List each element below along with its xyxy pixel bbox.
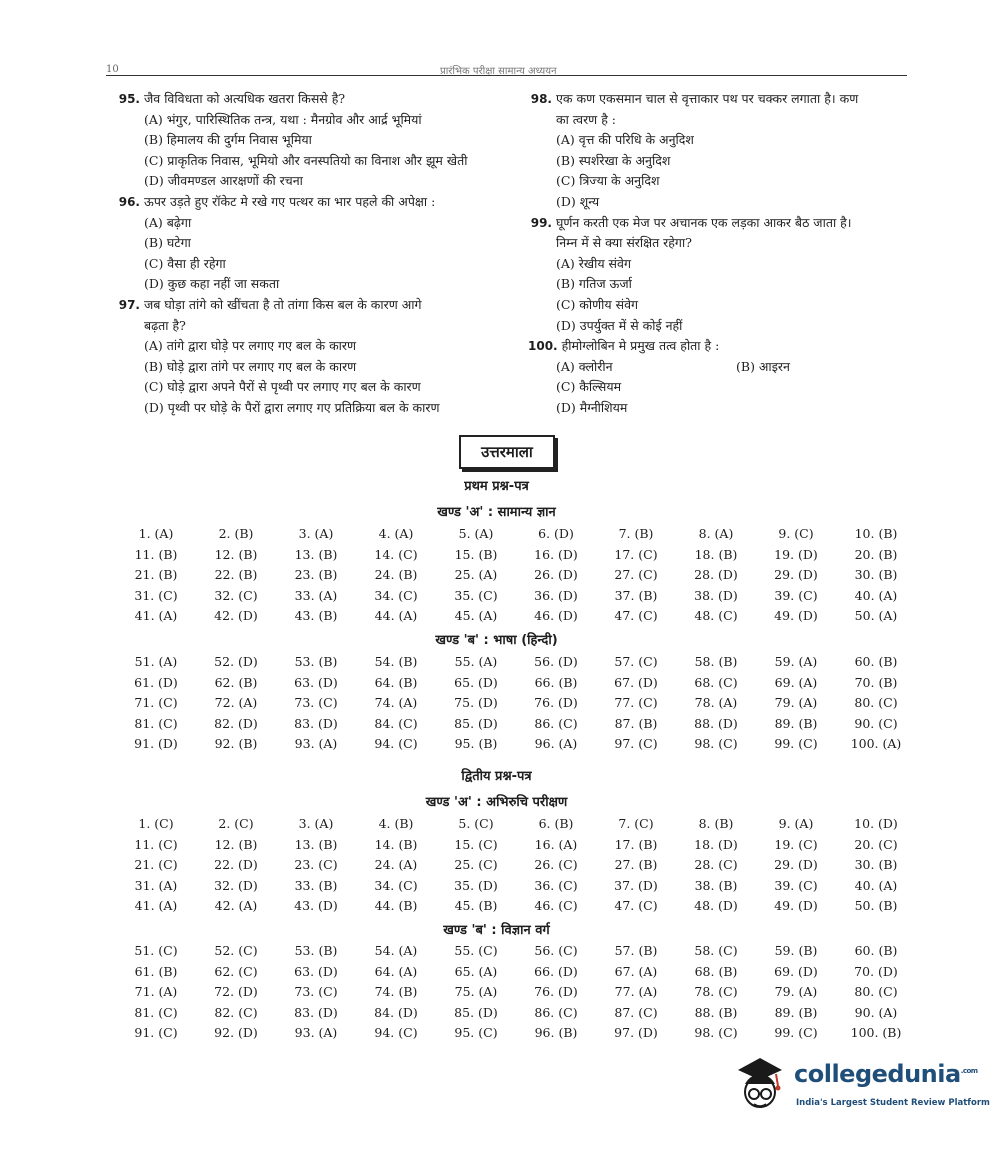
option: (B) गतिज ऊर्जा	[556, 276, 632, 292]
answer-cell: 63. (D)	[294, 963, 338, 979]
option: (D) कुछ कहा नहीं जा सकता	[144, 276, 280, 292]
brand-name: collegedunia$^{.com}$	[794, 1060, 978, 1088]
answer-cell: 77. (A)	[614, 984, 658, 1000]
answer-cell: 92. (D)	[214, 1025, 258, 1041]
answer-cell: 61. (D)	[134, 674, 178, 690]
answer-cell: 4. (A)	[378, 526, 414, 541]
answer-cell: 94. (C)	[374, 736, 418, 752]
question-text-continued: निम्न में से क्या संरक्षित रहेगा?	[556, 235, 692, 251]
answer-cell: 32. (D)	[214, 877, 258, 893]
answer-cell: 11. (B)	[134, 546, 178, 562]
answer-cell: 78. (A)	[694, 695, 738, 711]
answer-cell: 12. (B)	[214, 546, 258, 562]
answer-cell: 64. (A)	[374, 963, 418, 979]
answer-cell: 26. (C)	[534, 857, 578, 873]
answer-row	[116, 814, 916, 835]
answer-row	[116, 896, 916, 917]
answer-row	[116, 545, 916, 566]
answer-row	[116, 524, 916, 545]
option: (C) वैसा ही रहेगा	[144, 255, 226, 271]
answer-cell: 75. (A)	[454, 984, 498, 1000]
option: (B) घटेगा	[144, 235, 191, 251]
answer-cell: 33. (A)	[294, 587, 338, 603]
student-mascot-icon	[734, 1052, 790, 1114]
answer-cell: 75. (D)	[454, 695, 498, 711]
answer-cell: 8. (B)	[698, 816, 734, 831]
answer-cell: 69. (A)	[774, 674, 818, 690]
answer-cell: 59. (B)	[774, 943, 818, 958]
answer-cell: 96. (B)	[534, 1025, 578, 1041]
running-header: प्रारंभिक परीक्षा सामान्य अध्ययन	[440, 66, 557, 77]
answer-cell: 63. (D)	[294, 674, 338, 690]
answer-cell: 47. (C)	[614, 608, 658, 624]
answer-cell: 100. (B)	[850, 1025, 902, 1041]
answer-row	[116, 714, 916, 735]
answer-row	[116, 693, 916, 714]
answer-cell: 25. (C)	[454, 857, 498, 873]
answer-cell: 95. (C)	[454, 1025, 498, 1041]
answer-cell: 69. (D)	[774, 963, 818, 979]
paper2-section-b-title: खण्ड 'ब' : विज्ञान वर्ग	[443, 923, 550, 938]
answer-cell: 97. (C)	[614, 736, 658, 752]
option: (C) घोड़े द्वारा अपने पैरों से पृथ्वी पर लगाए गए बल के कारण	[144, 379, 421, 395]
paper1-section-a-title: खण्ड 'अ' : सामान्य ज्ञान	[437, 505, 556, 520]
answer-cell: 96. (A)	[534, 736, 578, 752]
answer-cell: 62. (B)	[214, 674, 258, 690]
answer-row	[116, 876, 916, 897]
question-item	[116, 192, 516, 295]
brand-tagline: India's Largest Student Review Platform	[796, 1098, 990, 1108]
answer-cell: 38. (B)	[694, 877, 738, 893]
answer-cell: 43. (D)	[294, 898, 338, 914]
question-item	[528, 89, 928, 213]
answer-cell: 58. (B)	[694, 654, 738, 669]
answer-cell: 56. (C)	[534, 943, 578, 958]
question-text: हीमोग्लोबिन मे प्रमुख तत्व होता है :	[561, 338, 720, 354]
answer-cell: 30. (B)	[854, 567, 898, 583]
answer-cell: 51. (A)	[134, 654, 178, 669]
option: (C) प्राकृतिक निवास, भूमियो और वनस्पतियो का विनाश और झूम खेती	[144, 152, 468, 168]
question-number: 95.	[118, 92, 140, 106]
answer-cell: 6. (B)	[538, 816, 574, 831]
answer-cell: 72. (D)	[214, 984, 258, 1000]
answer-cell: 32. (C)	[214, 587, 258, 603]
answer-row	[116, 941, 916, 962]
question-number: 97.	[118, 297, 140, 312]
answer-cell: 68. (B)	[694, 963, 738, 979]
answer-cell: 51. (C)	[134, 943, 178, 958]
answer-cell: 54. (A)	[374, 943, 418, 958]
answer-cell: 3. (A)	[298, 526, 334, 541]
answer-cell: 39. (C)	[774, 587, 818, 603]
question-text: जब घोड़ा तांगे को खींचता है तो तांगा किस बल के कारण आगे	[144, 296, 422, 312]
answer-cell: 34. (C)	[374, 587, 418, 603]
answer-cell: 36. (D)	[534, 587, 578, 603]
answer-cell: 48. (C)	[694, 608, 738, 624]
paper2-section-a-title: खण्ड 'अ' : अभिरुचि परीक्षण	[425, 795, 568, 810]
option: (D) उपर्युक्त में से कोई नहीं	[556, 317, 683, 333]
answer-cell: 76. (D)	[534, 695, 578, 711]
answer-cell: 28. (D)	[694, 567, 738, 583]
answer-row	[116, 586, 916, 607]
answer-row	[116, 835, 916, 856]
answer-cell: 76. (D)	[534, 984, 578, 1000]
answer-cell: 60. (B)	[854, 654, 898, 669]
answer-cell: 61. (B)	[134, 963, 178, 979]
header-rule	[106, 75, 907, 76]
question-text: जैव विविधता को अत्यधिक खतरा किससे है?	[144, 91, 346, 106]
option: (A) बढ़ेगा	[144, 214, 192, 230]
option: (A) क्लोरीन	[556, 358, 613, 374]
answer-cell: 22. (B)	[214, 567, 258, 583]
answer-cell: 19. (D)	[774, 546, 818, 562]
option: (D) शून्य	[556, 193, 600, 209]
answer-cell: 86. (C)	[534, 1004, 578, 1020]
answer-cell: 35. (C)	[454, 587, 498, 603]
answer-cell: 53. (B)	[294, 943, 338, 958]
answer-cell: 56. (D)	[534, 654, 578, 669]
answer-cell: 21. (B)	[134, 567, 178, 583]
paper1-title: प्रथम प्रश्न-पत्र	[464, 479, 529, 494]
answer-cell: 81. (C)	[134, 715, 178, 731]
collegedunia-logo	[734, 1052, 990, 1122]
answer-cell: 66. (B)	[534, 674, 578, 690]
answer-cell: 31. (A)	[134, 877, 178, 893]
answer-cell: 5. (A)	[458, 526, 494, 541]
option: (C) त्रिज्या के अनुदिश	[556, 173, 660, 189]
option: (D) जीवमण्डल आरक्षणों की रचना	[144, 173, 303, 189]
question-number: 99.	[530, 215, 552, 230]
option: (A) तांगे द्वारा घोड़े पर लगाए गए बल के कारण	[144, 338, 357, 354]
answer-row	[116, 565, 916, 586]
answer-cell: 82. (C)	[214, 1004, 258, 1020]
paper2-title: द्वितीय प्रश्न-पत्र	[461, 769, 532, 784]
answer-cell: 44. (B)	[374, 898, 418, 914]
answer-cell: 55. (C)	[454, 943, 498, 958]
answer-cell: 9. (A)	[778, 816, 814, 831]
paper2-section-a-answers	[116, 814, 916, 917]
answer-cell: 44. (A)	[374, 608, 418, 624]
answer-cell: 74. (B)	[374, 984, 418, 1000]
answer-cell: 33. (B)	[294, 877, 338, 893]
answer-cell: 15. (B)	[454, 546, 498, 562]
answer-cell: 28. (C)	[694, 857, 738, 873]
answer-cell: 48. (D)	[694, 898, 738, 914]
answer-cell: 93. (A)	[294, 736, 338, 752]
answer-cell: 50. (A)	[854, 608, 898, 624]
question-item	[528, 336, 928, 418]
answer-key-title: उत्तरमाला	[459, 435, 555, 469]
answer-cell: 74. (A)	[374, 695, 418, 711]
answer-cell: 52. (C)	[214, 943, 258, 958]
answer-cell: 46. (D)	[534, 608, 578, 624]
answer-cell: 25. (A)	[454, 567, 498, 583]
answer-cell: 41. (A)	[134, 608, 178, 624]
answer-cell: 14. (B)	[374, 836, 418, 852]
answer-row	[116, 673, 916, 694]
answer-cell: 1. (A)	[138, 526, 174, 541]
question-number: 100.	[528, 339, 558, 354]
answer-cell: 65. (A)	[454, 963, 498, 979]
answer-cell: 91. (C)	[134, 1025, 178, 1041]
option: (A) भंगुर, पारिस्थितिक तन्त्र, यथा : मैनग्रोव और आर्द्र भूमियां	[144, 111, 422, 127]
question-header	[116, 295, 516, 316]
answer-cell: 42. (D)	[214, 608, 258, 624]
answer-cell: 34. (C)	[374, 877, 418, 893]
option: (A) रेखीय संवेग	[556, 255, 631, 271]
answer-cell: 78. (C)	[694, 984, 738, 1000]
answer-cell: 8. (A)	[698, 526, 734, 541]
option: (B) स्पर्शरेखा के अनुदिश	[556, 152, 671, 168]
answer-cell: 14. (C)	[374, 546, 418, 562]
answer-cell: 22. (D)	[214, 857, 258, 873]
question-text: एक कण एकसमान चाल से वृत्ताकार पथ पर चक्कर लगाता है। कण	[556, 91, 859, 106]
option: (B) घोड़े द्वारा तांगे पर लगाए गए बल के कारण	[144, 358, 357, 374]
answer-cell: 10. (D)	[854, 816, 898, 831]
answer-cell: 40. (A)	[854, 877, 898, 893]
answer-cell: 98. (C)	[694, 736, 738, 752]
answer-row	[116, 982, 916, 1003]
answer-cell: 59. (A)	[774, 654, 818, 669]
answer-cell: 79. (A)	[774, 695, 818, 711]
answer-cell: 46. (C)	[534, 898, 578, 914]
answer-cell: 98. (C)	[694, 1025, 738, 1041]
paper1-section-b-answers	[116, 652, 916, 755]
answer-cell: 89. (B)	[774, 1004, 818, 1020]
answer-cell: 70. (D)	[854, 963, 898, 979]
answer-cell: 93. (A)	[294, 1025, 338, 1041]
answer-cell: 64. (B)	[374, 674, 418, 690]
answer-row	[116, 962, 916, 983]
answer-cell: 68. (C)	[694, 674, 738, 690]
answer-row	[116, 1003, 916, 1024]
answer-cell: 41. (A)	[134, 898, 178, 914]
question-text-continued: बढ़ता है?	[144, 317, 186, 333]
answer-cell: 67. (A)	[614, 963, 658, 979]
answer-cell: 19. (C)	[774, 836, 818, 852]
answer-cell: 54. (B)	[374, 654, 418, 669]
question-header	[528, 213, 928, 234]
answer-cell: 47. (C)	[614, 898, 658, 914]
answer-cell: 20. (B)	[854, 546, 898, 562]
answer-cell: 55. (A)	[454, 654, 498, 669]
option: (C) कैल्सियम	[556, 379, 622, 395]
answer-cell: 13. (B)	[294, 836, 338, 852]
question-text: ऊपर उड़ते हुए रॉकेट मे रखे गए पत्थर का भार पहले की अपेक्षा :	[144, 193, 436, 209]
answer-cell: 10. (B)	[854, 526, 898, 541]
answer-cell: 30. (B)	[854, 857, 898, 873]
answer-cell: 91. (D)	[134, 736, 178, 752]
answer-cell: 83. (D)	[294, 1004, 338, 1020]
answer-cell: 6. (D)	[538, 526, 574, 541]
answer-row	[116, 652, 916, 673]
answer-cell: 50. (B)	[854, 898, 898, 914]
answer-cell: 73. (C)	[294, 695, 338, 711]
answer-cell: 3. (A)	[298, 816, 334, 831]
question-number: 98.	[530, 92, 552, 106]
answer-cell: 45. (A)	[454, 608, 498, 624]
answer-cell: 24. (A)	[374, 857, 418, 873]
answer-cell: 12. (B)	[214, 836, 258, 852]
answer-cell: 29. (D)	[774, 567, 818, 583]
answer-cell: 90. (C)	[854, 715, 898, 731]
answer-cell: 1. (C)	[138, 816, 174, 831]
answer-cell: 72. (A)	[214, 695, 258, 711]
answer-cell: 80. (C)	[854, 695, 898, 711]
answer-cell: 49. (D)	[774, 608, 818, 624]
question-text: घूर्णन करती एक मेज पर अचानक एक लड़का आकर बैठ जाता है।	[556, 214, 852, 230]
answer-cell: 37. (D)	[614, 877, 658, 893]
answer-cell: 92. (B)	[214, 736, 258, 752]
answer-cell: 82. (D)	[214, 715, 258, 731]
answer-cell: 42. (A)	[214, 898, 258, 914]
answer-cell: 81. (C)	[134, 1004, 178, 1020]
answer-cell: 71. (C)	[134, 695, 178, 711]
answer-cell: 23. (B)	[294, 567, 338, 583]
answer-cell: 57. (C)	[614, 654, 658, 669]
paper1-section-b-title: खण्ड 'ब' : भाषा (हिन्दी)	[435, 633, 558, 648]
answer-cell: 38. (D)	[694, 587, 738, 603]
answer-cell: 85. (D)	[454, 1004, 498, 1020]
question-header	[116, 192, 516, 213]
answer-row	[116, 855, 916, 876]
answer-cell: 13. (B)	[294, 546, 338, 562]
answer-cell: 95. (B)	[454, 736, 498, 752]
answer-cell: 88. (B)	[694, 1004, 738, 1020]
question-header	[528, 89, 928, 110]
answer-cell: 45. (B)	[454, 898, 498, 914]
question-number: 96.	[118, 194, 140, 209]
answer-cell: 94. (C)	[374, 1025, 418, 1041]
answer-cell: 53. (B)	[294, 654, 338, 669]
answer-cell: 11. (C)	[134, 836, 178, 852]
answer-cell: 43. (B)	[294, 608, 338, 624]
answer-cell: 20. (C)	[854, 836, 898, 852]
answer-cell: 37. (B)	[614, 587, 658, 603]
answer-cell: 57. (B)	[614, 943, 658, 958]
answer-cell: 58. (C)	[694, 943, 738, 958]
answer-cell: 99. (C)	[774, 736, 818, 752]
answer-cell: 9. (C)	[778, 526, 814, 541]
answer-cell: 7. (C)	[618, 816, 654, 831]
answer-cell: 39. (C)	[774, 877, 818, 893]
page-number: 10	[106, 64, 119, 75]
question-header	[528, 336, 928, 357]
questions-left-column	[116, 89, 516, 419]
answer-cell: 21. (C)	[134, 857, 178, 873]
answer-cell: 29. (D)	[774, 857, 818, 873]
question-text-continued: का त्वरण है :	[556, 111, 617, 127]
question-item	[116, 89, 516, 192]
answer-cell: 17. (C)	[614, 546, 658, 562]
paper2-section-b-answers	[116, 941, 916, 1044]
answer-cell: 5. (C)	[458, 816, 494, 831]
answer-cell: 99. (C)	[774, 1025, 818, 1041]
answer-cell: 60. (B)	[854, 943, 898, 958]
paper1-section-a-answers	[116, 524, 916, 627]
answer-cell: 49. (D)	[774, 898, 818, 914]
option: (A) वृत्त की परिधि के अनुदिश	[556, 132, 694, 148]
option: (D) मैग्नीशियम	[556, 399, 628, 415]
answer-cell: 65. (D)	[454, 674, 498, 690]
answer-cell: 88. (D)	[694, 715, 738, 731]
answer-cell: 27. (B)	[614, 857, 658, 873]
answer-cell: 70. (B)	[854, 674, 898, 690]
answer-cell: 77. (C)	[614, 695, 658, 711]
answer-cell: 17. (B)	[614, 836, 658, 852]
questions-right-column	[528, 89, 928, 419]
answer-cell: 80. (C)	[854, 984, 898, 1000]
answer-cell: 16. (D)	[534, 546, 578, 562]
question-header	[116, 89, 516, 110]
question-item	[528, 213, 928, 337]
answer-cell: 24. (B)	[374, 567, 418, 583]
option: (C) कोणीय संवेग	[556, 296, 639, 312]
answer-cell: 35. (D)	[454, 877, 498, 893]
answer-cell: 36. (C)	[534, 877, 578, 893]
answer-cell: 85. (D)	[454, 715, 498, 731]
option: (B) आइरन	[736, 358, 790, 374]
answer-cell: 83. (D)	[294, 715, 338, 731]
answer-cell: 66. (D)	[534, 963, 578, 979]
answer-cell: 84. (D)	[374, 1004, 418, 1020]
answer-row	[116, 1023, 916, 1044]
answer-cell: 16. (A)	[534, 836, 578, 852]
answer-cell: 4. (B)	[378, 816, 414, 831]
answer-row	[116, 606, 916, 627]
answer-cell: 86. (C)	[534, 715, 578, 731]
answer-cell: 73. (C)	[294, 984, 338, 1000]
option: (B) हिमालय की दुर्गम निवास भूमिया	[144, 132, 312, 148]
answer-cell: 7. (B)	[618, 526, 654, 541]
answer-row	[116, 734, 916, 755]
answer-cell: 52. (D)	[214, 654, 258, 669]
answer-cell: 67. (D)	[614, 674, 658, 690]
answer-cell: 27. (C)	[614, 567, 658, 583]
answer-cell: 2. (C)	[218, 816, 254, 831]
answer-cell: 87. (B)	[614, 715, 658, 731]
answer-cell: 18. (D)	[694, 836, 738, 852]
answer-cell: 79. (A)	[774, 984, 818, 1000]
answer-cell: 15. (C)	[454, 836, 498, 852]
option-row	[528, 357, 928, 378]
answer-cell: 62. (C)	[214, 963, 258, 979]
answer-cell: 89. (B)	[774, 715, 818, 731]
answer-cell: 18. (B)	[694, 546, 738, 562]
option: (D) पृथ्वी पर घोड़े के पैरों द्वारा लगाए गए प्रतिक्रिया बल के कारण	[144, 399, 440, 415]
answer-cell: 100. (A)	[850, 736, 902, 752]
answer-cell: 26. (D)	[534, 567, 578, 583]
answer-cell: 2. (B)	[218, 526, 254, 541]
answer-cell: 31. (C)	[134, 587, 178, 603]
question-item	[116, 295, 516, 419]
answer-cell: 87. (C)	[614, 1004, 658, 1020]
answer-cell: 90. (A)	[854, 1004, 898, 1020]
answer-cell: 23. (C)	[294, 857, 338, 873]
answer-cell: 84. (C)	[374, 715, 418, 731]
answer-cell: 71. (A)	[134, 984, 178, 1000]
answer-cell: 40. (A)	[854, 587, 898, 603]
answer-cell: 97. (D)	[614, 1025, 658, 1041]
